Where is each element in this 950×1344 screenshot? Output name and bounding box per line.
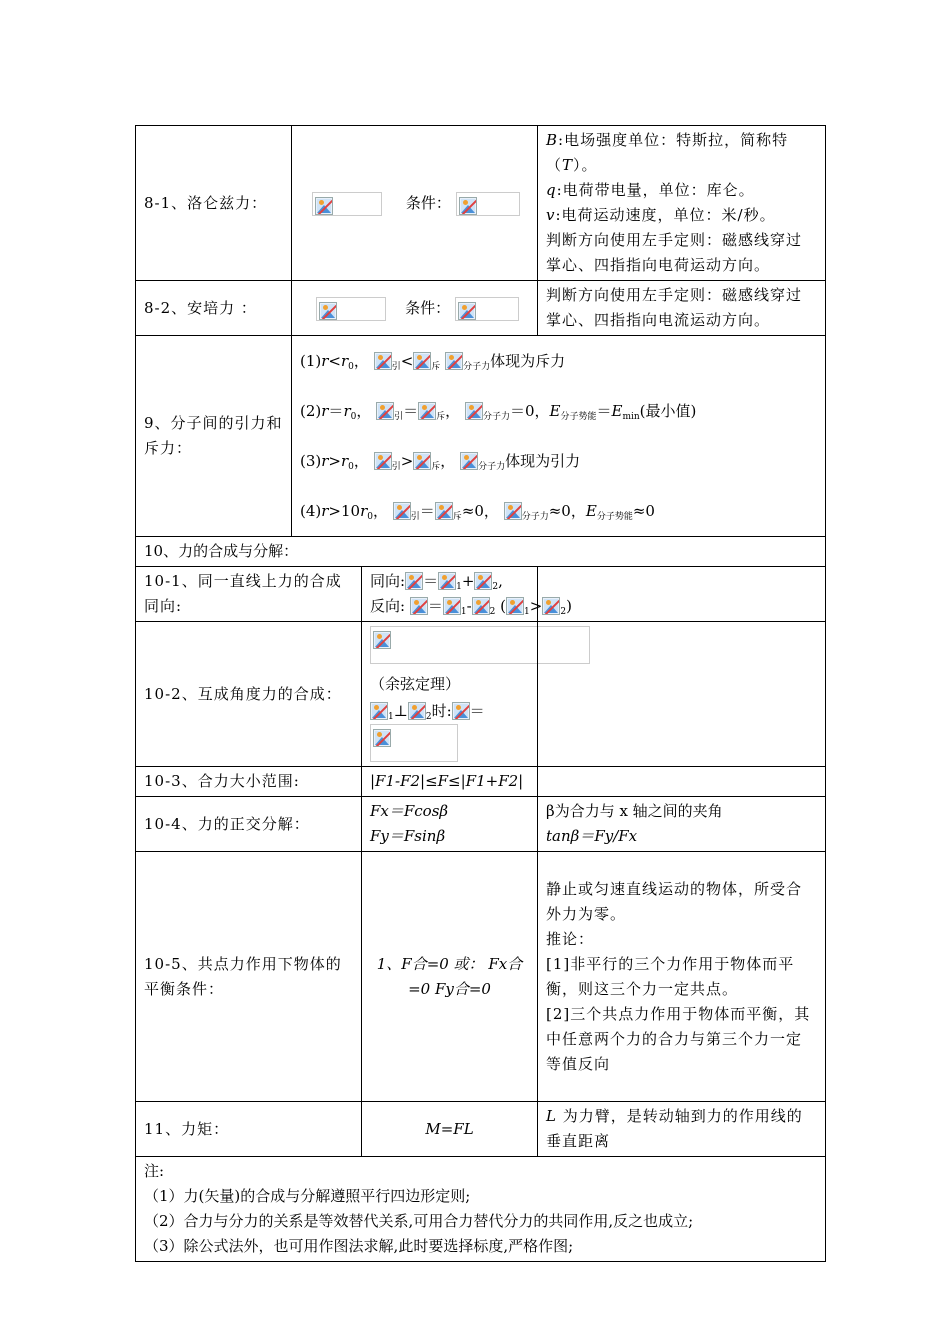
broken-image-icon xyxy=(443,597,461,615)
label-10-1: 10-1、同一直线上力的合成同向: xyxy=(136,567,362,622)
fy-formula: Fy＝Fsinβ xyxy=(370,827,446,845)
condition-label: 条件： xyxy=(405,298,451,317)
label-10-4: 10-4、力的正交分解： xyxy=(136,797,362,852)
formula-8-1 xyxy=(292,126,538,281)
row-10-header xyxy=(136,537,826,567)
formula-11: M=FL xyxy=(362,1102,538,1157)
broken-image-icon xyxy=(445,352,463,370)
broken-image-icon xyxy=(418,402,436,420)
formula-10-3: |F1-F2|≤F≤|F1+F2| xyxy=(362,767,538,797)
equilibrium-desc: 静止或匀速直线运动的物体，所受合外力为零。 xyxy=(546,879,803,923)
line-9-1: $(1)r<r_0$， $_引$< $_斥$ $_{分子力}$体现为斥力 xyxy=(300,352,566,372)
line-9-4: $(4)r>10r_0$， $_引$＝ $_斥$≈0， $_{分子力}$≈0，$E_{分子势能}\approx 0$ xyxy=(300,502,655,522)
broken-image-icon xyxy=(474,572,492,590)
broken-image-icon xyxy=(504,502,522,520)
broken-image-icon xyxy=(438,572,456,590)
condition-label: 条件： xyxy=(405,193,451,212)
desc-b: :电场强度单位：特斯拉，简称特（ xyxy=(546,131,789,174)
notes-title: 注: xyxy=(144,1162,165,1180)
broken-image-icon xyxy=(376,402,394,420)
line-9-3: $(3)r>r_0$， $_引$> $_斥$， $_{分子力}$体现为引力 xyxy=(300,452,581,472)
broken-image-icon xyxy=(374,352,392,370)
formula-image-box xyxy=(316,297,386,321)
row-notes xyxy=(136,1157,826,1262)
desc-rule: 判断方向使用左手定则：磁感线穿过掌心、四指指向电荷运动方向。 xyxy=(546,231,803,274)
formula-10-5: 1、F合=0 或： Fx合=0 Fy合=0 xyxy=(362,852,538,1102)
formula-table xyxy=(135,125,826,1262)
cosine-note: （余弦定理） xyxy=(370,675,461,693)
beta-desc: β为合力与 x 轴之间的夹角 xyxy=(546,802,723,820)
broken-image-icon xyxy=(373,631,391,649)
row-10-4 xyxy=(136,797,826,852)
inference-1: [1]非平行的三个力作用于物体而平衡，则这三个力一定共点。 xyxy=(546,954,795,998)
broken-image-icon xyxy=(452,702,470,720)
desc-10-3 xyxy=(538,767,826,797)
desc-8-2: 判断方向使用左手定则：磁感线穿过掌心、四指指向电流运动方向。 xyxy=(538,281,826,336)
inference-2: [2]三个共点力作用于物体而平衡，其中任意两个力的合力与第三个力一定等值反向 xyxy=(546,1004,811,1073)
line-9-2: $(2)r=r_0$， $_引$＝ $_斥$， $_{分子力}$＝0，$E_{分子势能}=E_{min}$(最小值) xyxy=(300,402,697,422)
row-8-1 xyxy=(136,126,826,281)
broken-image-icon xyxy=(370,702,388,720)
desc-8-1: B:电场强度单位：特斯拉，简称特（T）。 q:电荷带电量，单位：库仑。 v:电荷运动速度，单位：米/秒。 判断方向使用左手定则：磁感线穿过掌心、四指指向电荷运动方向。 xyxy=(538,126,826,281)
broken-image-icon xyxy=(413,352,431,370)
notes-cell xyxy=(136,1157,826,1262)
formula-8-2 xyxy=(292,281,538,336)
broken-image-icon xyxy=(374,452,392,470)
desc-v: :电荷运动速度，单位：米/秒。 xyxy=(555,206,776,224)
broken-image-icon xyxy=(373,729,391,747)
condition-image-box xyxy=(455,297,519,321)
broken-image-icon xyxy=(408,702,426,720)
section-10-title: 10、力的合成与分解： xyxy=(136,537,826,567)
inference-title: 推论： xyxy=(546,929,595,948)
broken-image-icon xyxy=(315,197,333,215)
desc-q: :电荷带电量，单位：库仑。 xyxy=(556,181,755,199)
label-10-5: 10-5、共点力作用下物体的平衡条件： xyxy=(136,852,362,1102)
perp-formula-box xyxy=(370,724,458,762)
desc-11: L 为力臂，是转动轴到力的作用线的垂直距离 xyxy=(538,1102,826,1157)
row-11 xyxy=(136,1102,826,1157)
condition-image-box xyxy=(456,192,520,216)
formula-image-box xyxy=(312,192,382,216)
broken-image-icon xyxy=(435,502,453,520)
broken-image-icon xyxy=(460,452,478,470)
label-9: 9、分子间的引力和斥力： xyxy=(136,336,292,537)
row-9 xyxy=(136,336,826,537)
row-10-3 xyxy=(136,767,826,797)
formula-9 xyxy=(292,336,826,537)
desc-10-5 xyxy=(538,852,826,1102)
label-11: 11、力矩： xyxy=(136,1102,362,1157)
desc-10-1 xyxy=(538,567,826,622)
broken-image-icon xyxy=(410,597,428,615)
broken-image-icon xyxy=(413,452,431,470)
formula-10-2 xyxy=(362,622,538,767)
broken-image-icon xyxy=(459,197,477,215)
tan-formula: tanβ＝Fy/Fx xyxy=(546,827,638,845)
fx-formula: Fx＝Fcosβ xyxy=(370,802,449,820)
label-8-2: 8-2、安培力 ： xyxy=(136,281,292,336)
row-10-5 xyxy=(136,852,826,1102)
note-1: （1）力(矢量)的合成与分解遵照平行四边形定则; xyxy=(144,1187,471,1205)
note-3: （3）除公式法外，也可用作图法求解,此时要选择标度,严格作图; xyxy=(144,1237,574,1255)
label-8-1: 8-1、洛仑兹力： xyxy=(136,126,292,281)
desc-10-2 xyxy=(538,622,826,767)
broken-image-icon xyxy=(542,597,560,615)
broken-image-icon xyxy=(405,572,423,590)
broken-image-icon xyxy=(393,502,411,520)
desc-10-4 xyxy=(538,797,826,852)
row-10-2 xyxy=(136,622,826,767)
desc-t: ）。 xyxy=(573,156,598,174)
broken-image-icon xyxy=(465,402,483,420)
note-2: （2）合力与分力的关系是等效替代关系,可用合力替代分力的共同作用,反之也成立; xyxy=(144,1212,694,1230)
row-10-1 xyxy=(136,567,826,622)
broken-image-icon xyxy=(458,302,476,320)
label-10-2: 10-2、互成角度力的合成： xyxy=(136,622,362,767)
broken-image-icon xyxy=(472,597,490,615)
formula-10-4 xyxy=(362,797,538,852)
perp-line: $_1$⊥ $_2$时: ＝ xyxy=(370,699,529,762)
label-10-3: 10-3、合力大小范围: xyxy=(136,767,362,797)
broken-image-icon xyxy=(506,597,524,615)
broken-image-icon xyxy=(319,302,337,320)
row-8-2 xyxy=(136,281,826,336)
formula-10-1: 同向: ＝ $_1$+ $_2$, 反向: ＝ $_1$- $_2$ ( $_1$> $_2$) xyxy=(362,567,538,622)
